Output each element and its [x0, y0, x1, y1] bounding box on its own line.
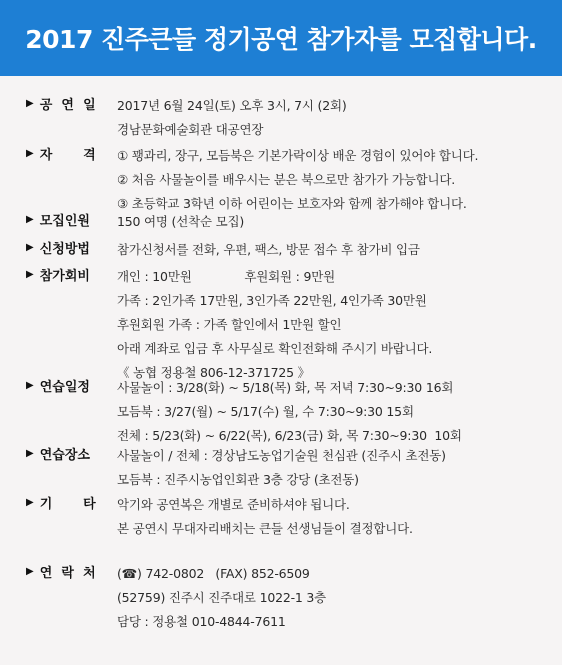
section-label: 모집인원	[39, 214, 90, 229]
section-line: 150 여명 (선착순 모집)	[117, 214, 245, 229]
section-line: ③ 초등학교 3학년 이하 어린이는 보호자와 함께 참가해야 합니다.	[117, 196, 467, 211]
phone-fax-line: (☎) 742-0802 (FAX) 852-6509	[117, 566, 310, 581]
section-line: 모듬북 : 진주시농업인회관 3층 강당 (초전동)	[117, 472, 359, 487]
right-triangle-icon: ▶	[26, 269, 34, 280]
section-line: 모듬북 : 3/27(월) ~ 5/17(수) 월, 수 7:30~9:30 15회	[117, 404, 414, 419]
header-banner	[0, 0, 562, 76]
section-label: 연습장소	[39, 448, 90, 463]
section-line: 본 공연시 무대자리배치는 큰들 선생님들이 결정합니다.	[117, 521, 413, 536]
section-label: 연 락 처	[39, 566, 96, 581]
section-line: 사물놀이 / 전체 : 경상남도농업기술원 천심관 (진주시 초전동)	[117, 448, 446, 463]
right-triangle-icon: ▶	[26, 242, 34, 253]
section-line: 가족 : 2인가족 17만원, 3인가족 22만원, 4인가족 30만원	[117, 293, 427, 308]
section-label: 참가회비	[39, 269, 90, 284]
address-line: (52759) 진주시 진주대로 1022-1 3층	[117, 590, 327, 605]
section-line: 전체 : 5/23(화) ~ 6/22(목), 6/23(금) 화, 목 7:30~9:30 10회	[117, 428, 462, 443]
section-line: 사물놀이 : 3/28(화) ~ 5/18(목) 화, 목 저녁 7:30~9:30 16회	[117, 380, 454, 395]
section-line: 후원회원 가족 : 가족 할인에서 1만원 할인	[117, 317, 342, 332]
contact-person-line: 담당 : 정용철 010-4844-7611	[117, 614, 286, 629]
section-line: 아래 계좌로 입금 후 사무실로 확인전화해 주시기 바랍니다.	[117, 341, 433, 356]
page-title: 2017 진주큰들 정기공연 참가자를 모집합니다.	[25, 25, 537, 54]
section-line: 2017년 6월 24일(토) 오후 3시, 7시 (2회)	[117, 98, 347, 113]
section-line: 악기와 공연복은 개별로 준비하셔야 됩니다.	[117, 497, 350, 512]
section-line: ① 꽹과리, 장구, 모듬북은 기본가락이상 배운 경험이 있어야 합니다.	[117, 148, 479, 163]
section-label: 공 연 일	[39, 98, 96, 113]
right-triangle-icon: ▶	[26, 566, 34, 577]
bank-account-line: 《 농협 정용철 806-12-371725 》	[117, 365, 310, 380]
right-triangle-icon: ▶	[26, 148, 34, 159]
section-label: 신청방법	[39, 242, 90, 257]
section-line: 참가신청서를 전화, 우편, 팩스, 방문 접수 후 참가비 입금	[117, 242, 420, 257]
right-triangle-icon: ▶	[26, 98, 34, 109]
section-line: 경남문화예술회관 대공연장	[117, 122, 264, 137]
right-triangle-icon: ▶	[26, 448, 34, 459]
right-triangle-icon: ▶	[26, 380, 34, 391]
section-label: 기 타	[39, 497, 96, 512]
notice-body	[0, 76, 562, 665]
section-line: 개인 : 10만원 후원회원 : 9만원	[117, 269, 335, 284]
section-label: 자 격	[39, 148, 96, 163]
section-label: 연습일정	[39, 380, 90, 395]
section-line: ② 처음 사물놀이를 배우시는 분은 북으로만 참가가 가능합니다.	[117, 172, 456, 187]
right-triangle-icon: ▶	[26, 497, 34, 508]
right-triangle-icon: ▶	[26, 214, 34, 225]
